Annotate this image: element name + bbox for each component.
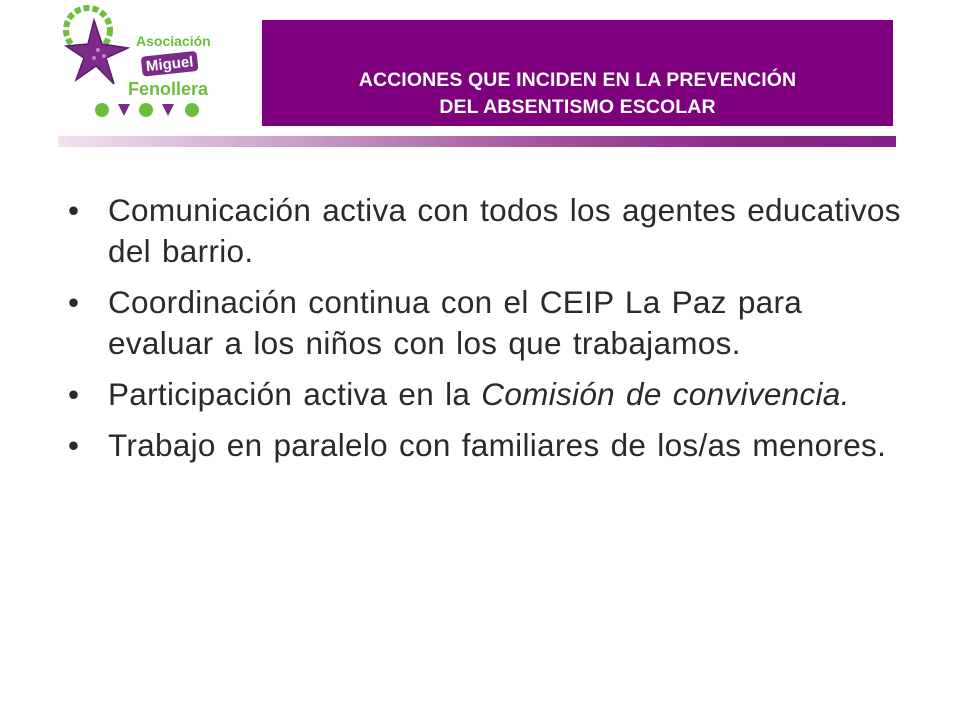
- bullet-icon: •: [68, 284, 80, 320]
- globe-icon: [95, 103, 109, 117]
- association-logo: [58, 0, 223, 128]
- header-divider: [58, 136, 896, 147]
- bullet-icon: •: [68, 427, 80, 463]
- title-banner: [262, 20, 893, 126]
- title-line2: DEL ABSENTISMO ESCOLAR: [439, 96, 716, 118]
- bullet-italic-text: Comisión de convivencia.: [481, 376, 850, 412]
- logo-line2: Miguel: [145, 53, 195, 76]
- title-line1: ACCIONES QUE INCIDEN EN LA PREVENCIÓN: [358, 69, 797, 91]
- figure-icon: [118, 104, 130, 116]
- bullet-text: Trabajo en paralelo con familiares de los/as menores.: [108, 427, 887, 463]
- bullet-text: Comunicación activa con todos los agentes educativos del barrio.: [108, 192, 901, 269]
- bullet-text: Coordinación continua con el CEIP La Paz para evaluar a los niños con los que trabajamos.: [108, 284, 803, 361]
- list-item: [68, 425, 908, 466]
- list-item: [68, 282, 908, 364]
- logo-line1: Asociación: [136, 33, 211, 49]
- ball-icon: [139, 103, 153, 117]
- starfish-icon: [66, 20, 128, 84]
- bullet-text: Participación activa en la: [108, 376, 482, 412]
- logo-line3: Fenollera: [128, 79, 209, 99]
- runner-icon: [162, 104, 174, 116]
- bullet-icon: •: [68, 192, 80, 228]
- list-item: [68, 190, 908, 272]
- bullet-icon: •: [68, 376, 80, 412]
- logo-graphic: [58, 0, 223, 128]
- bullet-list: [68, 190, 908, 476]
- list-item: [68, 374, 908, 415]
- planet-icon: [185, 103, 199, 117]
